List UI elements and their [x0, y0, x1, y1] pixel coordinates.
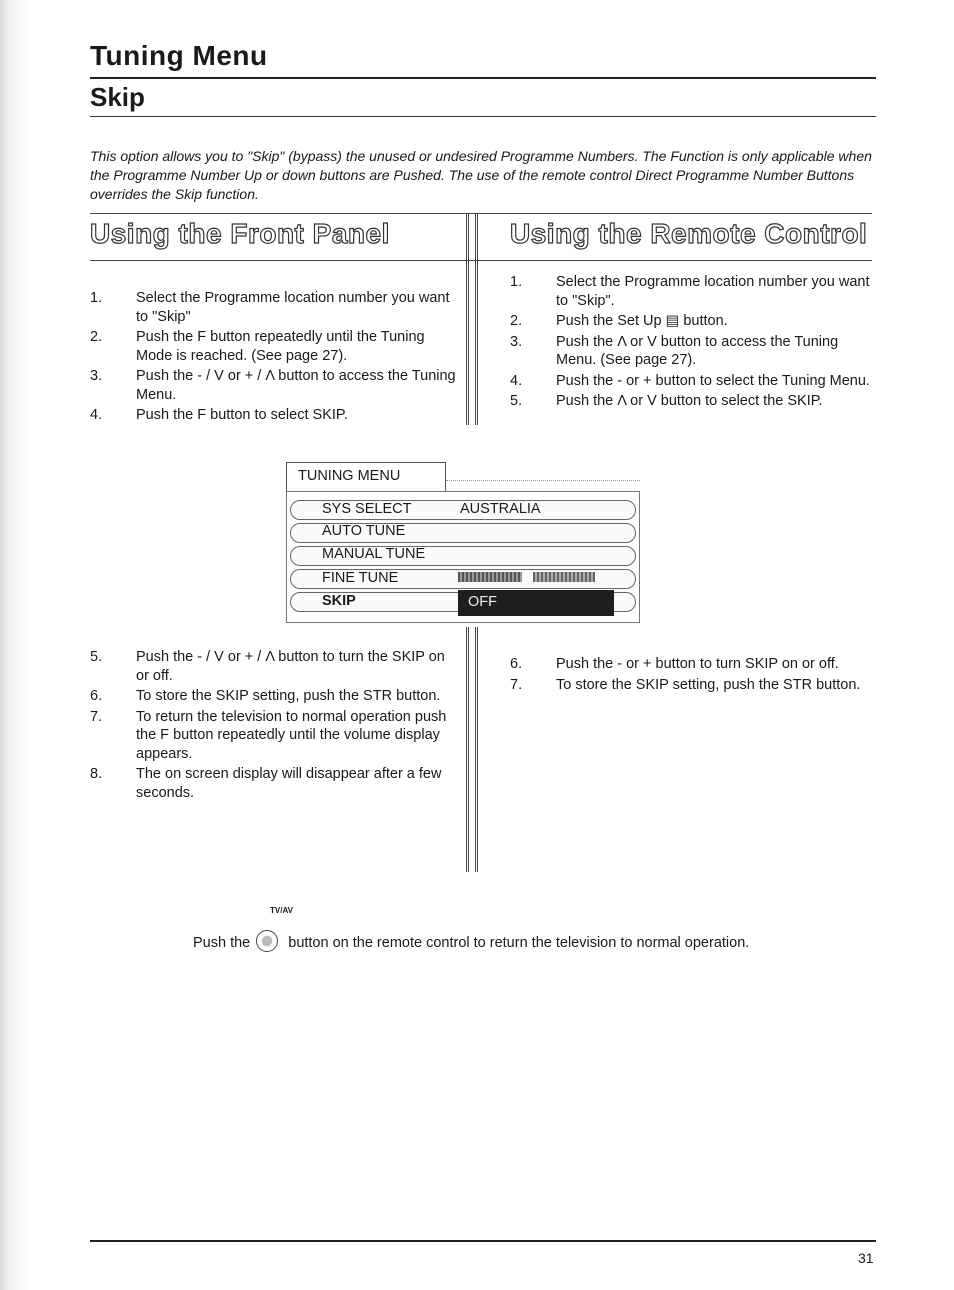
- fine-tune-bar-right: [533, 572, 595, 582]
- osd-row-label: FINE TUNE: [322, 570, 399, 586]
- list-item: 5. Push the Λ or V button to select the SKIP.: [510, 393, 823, 409]
- front-panel-steps-bottom: [90, 648, 460, 804]
- front-panel-steps-top: [90, 289, 460, 427]
- title-rule: [90, 77, 876, 79]
- columns-top-rule: [90, 213, 872, 214]
- remote-control-steps-top: [510, 273, 872, 413]
- scan-edge: [0, 0, 30, 1290]
- osd-row-label: MANUAL TUNE: [322, 546, 426, 562]
- list-item: 5. Push the - / V or + / Λ button to turn the SKIP on or off.: [90, 649, 445, 684]
- section-title: Skip: [90, 82, 145, 112]
- list-item: 4. Push the - or + button to select the Tuning Menu.: [510, 372, 870, 389]
- list-item: 1. Select the Programme location number you want to "Skip": [90, 290, 450, 325]
- footer-note-line: Push the button on the remote control to return the television to normal operation.: [193, 930, 749, 952]
- skip-value: OFF: [468, 594, 497, 610]
- osd-row-label: SKIP: [322, 593, 356, 609]
- remote-control-heading: Using the Remote Control: [510, 218, 868, 249]
- page-number: 31: [858, 1250, 874, 1266]
- page-title: Tuning Menu: [90, 40, 268, 71]
- list-item: 7. To store the SKIP setting, push the STR button.: [510, 676, 861, 693]
- intro-paragraph: This option allows you to "Skip" (bypass) the unused or undesired Programme Numbers. The Function is only applicable when the Programme Number Up or down buttons are Pushed. The use of the remote control Direct Programme Number Buttons overrides the Skip function.: [90, 148, 872, 202]
- list-item: 3. Push the - / V or + / Λ button to access the Tuning Menu.: [90, 368, 456, 403]
- osd-row-value: AUSTRALIA: [460, 501, 541, 517]
- list-item: 2. Push the Set Up ▤ button.: [510, 313, 728, 329]
- remote-control-steps-bottom: [510, 655, 872, 696]
- fine-tune-bar-left: [458, 572, 522, 582]
- column-divider-top: [466, 213, 478, 425]
- list-item: 7. To return the television to normal operation push the F button repeatedly until the volume display appears.: [90, 708, 447, 762]
- columns-heading-rule: [90, 260, 872, 261]
- section-rule: [90, 116, 876, 117]
- tv-av-button-icon: [256, 930, 278, 952]
- osd-menu-top-edge: [446, 480, 640, 481]
- list-item: 2. Push the F button repeatedly until the Tuning Mode is reached. (See page 27).: [90, 329, 425, 364]
- osd-row-label: AUTO TUNE: [322, 523, 406, 539]
- tv-av-button-label: TV/AV: [270, 906, 293, 915]
- list-item: 8. The on screen display will disappear after a few seconds.: [90, 766, 442, 801]
- list-item: 1. Select the Programme location number you want to "Skip".: [510, 274, 870, 309]
- footer-rule: [90, 1240, 876, 1242]
- list-item: 3. Push the Λ or V button to access the Tuning Menu. (See page 27).: [510, 333, 839, 368]
- osd-menu-title: TUNING MENU: [298, 468, 401, 484]
- list-item: 6. To store the SKIP setting, push the STR button.: [90, 688, 441, 704]
- osd-row-label: SYS SELECT: [322, 501, 412, 517]
- list-item: 4. Push the F button to select SKIP.: [90, 407, 348, 423]
- column-divider-bottom: [466, 627, 478, 872]
- front-panel-heading: Using the Front Panel: [90, 218, 390, 249]
- list-item: 6. Push the - or + button to turn SKIP on or off.: [510, 656, 839, 672]
